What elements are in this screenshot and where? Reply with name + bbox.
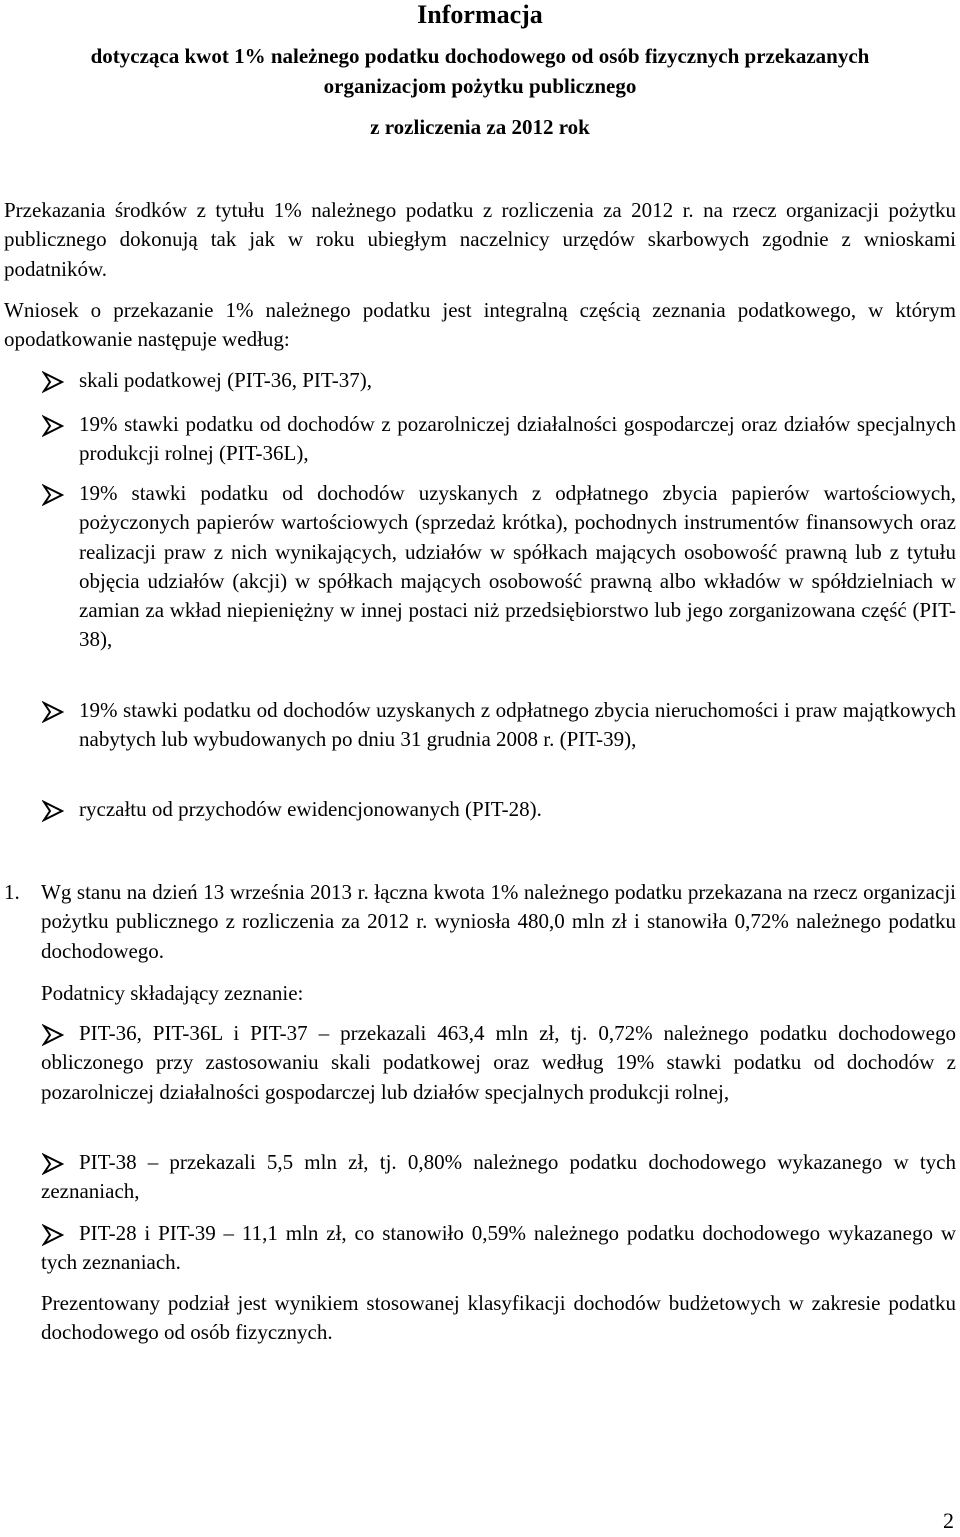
bullet-item: 19% stawki podatku od dochodów uzyskanych z odpłatnego zbycia nieruchomości i praw majątkowych nabytych lub wybudowanych po dniu 31 grudnia 2008 r. (PIT-39), [79,698,956,752]
arrow-bullet-icon [42,800,64,822]
arrow-bullet-icon [42,484,64,506]
arrow-bullet-icon [42,701,64,723]
arrow-bullet-icon [42,371,64,393]
subtitle-line-1: dotycząca kwot 1% należnego podatku dochodowego od osób fizycznych przekazanych [90,44,870,68]
intro-paragraph-2: Wniosek o przekazanie 1% należnego podatku jest integralną częścią zeznania podatkowego, w którym opodatkowanie następuje według: [4,298,956,352]
bullet-item: 19% stawki podatku od dochodów uzyskanych z odpłatnego zbycia papierów wartościowych, pożyczonych papierów wartościowych (sprzedaż krótka), pochodnych instrumentów finansowych oraz realizacji praw z nich wynikających, udziałów w spółkach mających osobowość prawną lub z tytułu objęcia udziałów (akcji) w spółkach mających osobowość prawną albo wkładów w spółdzielniach w zamian za wkład niepieniężny w innej postaci niż przedsiębiorstwo lub jego zorganizowana część (PIT-38), [79,481,956,652]
bullet-item: ryczałtu od przychodów ewidencjonowanych (PIT-28). [79,797,542,821]
section-1-paragraph: Wg stanu na dzień 13 września 2013 r. łączna kwota 1% należnego podatku przekazana na rzecz organizacji pożytku publicznego z rozliczenia za 2012 r. wyniosła 480,0 mln zł i stanowiła 0,72% należnego podatku dochodowego. [41,880,956,963]
section-1-lead: Podatnicy składający zeznanie: [41,981,304,1005]
section-1-bullet: PIT-38 – przekazali 5,5 mln zł, tj. 0,80% należnego podatku dochodowego wykazanego w tych zeznaniach, [41,1150,956,1204]
bullet-item: skali podatkowej (PIT-36, PIT-37), [79,368,373,392]
subtitle-line-3: z rozliczenia za 2012 rok [370,115,590,139]
section-1-bullet: PIT-28 i PIT-39 – 11,1 mln zł, co stanowiło 0,59% należnego podatku dochodowego wykazanego w tych zeznaniach. [41,1221,956,1275]
bullet-item: 19% stawki podatku od dochodów z pozarolniczej działalności gospodarczej oraz działów specjalnych produkcji rolnej (PIT-36L), [79,412,956,466]
page-title: Informacja [417,0,543,29]
page-number: 2 [943,1508,954,1533]
subtitle-line-2: organizacjom pożytku publicznego [323,74,637,98]
intro-paragraph-1: Przekazania środków z tytułu 1% należnego podatku z rozliczenia za 2012 r. na rzecz organizacji pożytku publicznego dokonują tak jak w roku ubiegłym naczelnicy urzędów skarbowych zgodnie z wnioskami podatników. [4,198,956,281]
arrow-bullet-icon [42,415,64,437]
section-number: 1. [4,880,20,904]
section-1-bullet: PIT-36, PIT-36L i PIT-37 – przekazali 463,4 mln zł, tj. 0,72% należnego podatku dochodowego obliczonego przy zastosowaniu skali podatkowej oraz według 19% stawki podatku od dochodów z pozarolniczej działalności gospodarczej lub działów specjalnych produkcji rolnej, [41,1021,956,1104]
closing-paragraph: Prezentowany podział jest wynikiem stosowanej klasyfikacji dochodów budżetowych w zakresie podatku dochodowego od osób fizycznych. [41,1291,956,1345]
